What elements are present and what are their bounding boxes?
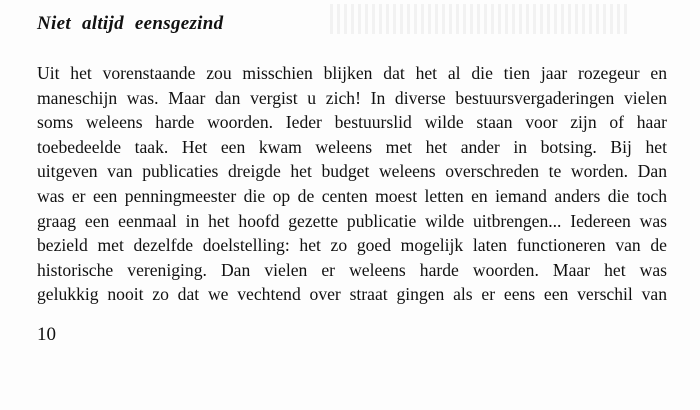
- section-title: Niet altijd eensgezind: [37, 13, 224, 34]
- text-line: was er een penningmeester die op de centen moest letten en iemand anders die toch: [37, 185, 667, 206]
- text-line: uitgeven van publicaties dreigde het budget weleens overschreden te worden. Dan: [37, 161, 667, 182]
- text-line: bezield met dezelfde doelstelling: het zo goed mogelijk laten functioneren van de: [37, 235, 667, 256]
- body-paragraph: [37, 61, 667, 307]
- page-number: 10: [37, 324, 56, 345]
- text-line: maneschijn was. Maar dan vergist u zich! In diverse bestuursvergaderingen vielen: [37, 87, 667, 108]
- text-line: soms weleens harde woorden. Ieder bestuurslid wilde staan voor zijn of haar: [37, 112, 667, 133]
- text-line: graag een eenmaal in het hoofd gezette publicatie wilde uitbrengen... Iedereen was: [37, 210, 667, 231]
- text-line: gelukkig nooit zo dat we vechtend over straat gingen als er eens een verschil van: [37, 284, 667, 305]
- text-line: Uit het vorenstaande zou misschien blijken dat het al die tien jaar rozegeur en: [37, 63, 667, 83]
- text-line: historische vereniging. Dan vielen er weleens harde woorden. Maar het was: [37, 259, 667, 280]
- show-through-texture: [330, 4, 630, 34]
- text-line: toebedeelde taak. Het een kwam weleens met het ander in botsing. Bij het: [37, 136, 667, 157]
